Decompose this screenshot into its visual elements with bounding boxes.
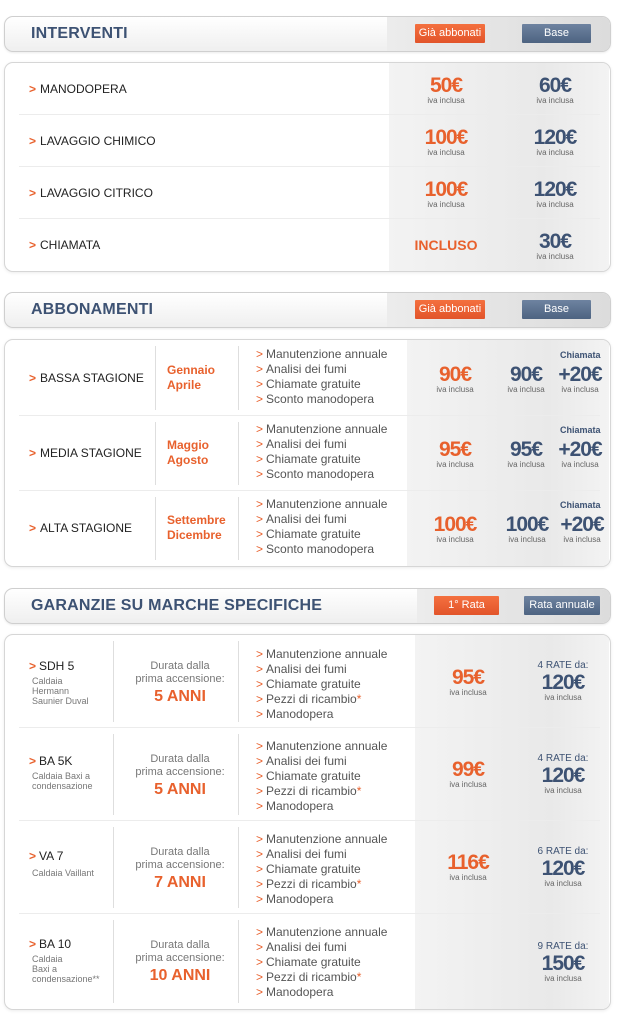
abbonamenti-panel: [4, 339, 611, 567]
table-row: [5, 416, 610, 491]
table-row: [5, 219, 610, 271]
price-base: 90€: [509, 363, 543, 386]
iva-label: iva inclusa: [544, 974, 582, 983]
table-row: [5, 728, 610, 821]
model-name: > BA 10: [29, 937, 72, 951]
garanzie-header: [4, 588, 611, 624]
durata-anni: 10 ANNI: [149, 967, 211, 984]
services-list: > Manutenzione annuale > Analisi dei fumi > Chiamate gratuite > Pezzi di ricambio* > Manodopera: [256, 647, 388, 721]
durata-anni: 5 ANNI: [154, 688, 206, 705]
price-subscribed: 100€: [424, 178, 468, 201]
badge-base[interactable]: Base: [522, 300, 591, 319]
durata-anni: 7 ANNI: [154, 874, 206, 891]
garanzie-panel: [4, 634, 611, 1010]
abbonamenti-title: ABBONAMENTI: [31, 301, 154, 318]
iva-label: iva inclusa: [427, 148, 465, 157]
price-subscribed: 50€: [429, 74, 463, 97]
price-subscribed: 100€: [433, 513, 477, 536]
row-label: > LAVAGGIO CHIMICO: [29, 134, 156, 148]
iva-label: iva inclusa: [507, 460, 545, 469]
column-divider: [238, 422, 239, 485]
price-rata-annuale: 150€: [541, 952, 585, 975]
badge-rata-annuale[interactable]: Rata annuale: [524, 596, 600, 615]
abbonamenti-header: [4, 292, 611, 328]
iva-label: iva inclusa: [561, 385, 599, 394]
badge-gia-abbonati[interactable]: Già abbonati: [415, 24, 485, 43]
price-rata-annuale: 120€: [541, 764, 585, 787]
model-description: Caldaia Hermann Saunier Duval: [32, 676, 89, 706]
price-base: 60€: [538, 74, 572, 97]
price-subscribed: INCLUSO: [414, 237, 478, 253]
price-chiamata: +20€: [558, 363, 602, 386]
price-prima-rata: 95€: [451, 666, 485, 689]
interventi-header: [4, 16, 611, 52]
price-chiamata: +20€: [558, 438, 602, 461]
season-months: Maggio Agosto: [167, 438, 209, 467]
price-prima-rata: 116€: [447, 851, 489, 874]
rate-count: 6 RATE da:: [537, 846, 589, 857]
iva-label: iva inclusa: [563, 535, 601, 544]
row-label: > MEDIA STAGIONE: [29, 446, 142, 460]
iva-label: iva inclusa: [507, 385, 545, 394]
model-name: > SDH 5: [29, 659, 75, 673]
rate-count: 9 RATE da:: [537, 941, 589, 952]
table-row: [5, 914, 610, 1009]
price-rata-annuale: 120€: [541, 857, 585, 880]
iva-label: iva inclusa: [561, 460, 599, 469]
table-row: [5, 635, 610, 728]
column-divider: [238, 827, 239, 908]
column-divider: [113, 827, 114, 908]
services-list: > Manutenzione annuale > Analisi dei fumi > Chiamate gratuite > Pezzi di ricambio* > Manodopera: [256, 925, 388, 999]
model-description: Caldaia Baxi a condensazione: [32, 771, 93, 791]
model-description: Caldaia Baxi a condensazione**: [32, 954, 100, 984]
price-subscribed: 100€: [424, 126, 468, 149]
rate-count: 4 RATE da:: [537, 660, 589, 671]
price-base: 30€: [538, 230, 572, 253]
table-row: [5, 821, 610, 914]
iva-label: iva inclusa: [427, 96, 465, 105]
price-subscribed: 95€: [438, 438, 472, 461]
row-label: > MANODOPERA: [29, 82, 127, 96]
badge-prima-rata[interactable]: 1° Rata: [434, 596, 499, 615]
table-row: [5, 167, 610, 219]
durata-label: Durata dalla prima accensione:: [135, 846, 225, 871]
column-divider: [238, 641, 239, 722]
row-label: > BASSA STAGIONE: [29, 371, 144, 385]
services-list: > Manutenzione annuale > Analisi dei fumi > Chiamate gratuite > Sconto manodopera: [256, 497, 388, 556]
iva-label: iva inclusa: [508, 535, 546, 544]
season-months: Gennaio Aprile: [167, 363, 216, 392]
table-row: [5, 115, 610, 167]
badge-gia-abbonati[interactable]: Già abbonati: [415, 300, 485, 319]
chiamata-label: Chiamata: [560, 350, 601, 360]
iva-label: iva inclusa: [544, 879, 582, 888]
chiamata-label: Chiamata: [560, 425, 601, 435]
durata-label: Durata dalla prima accensione:: [135, 660, 225, 685]
iva-label: iva inclusa: [449, 780, 487, 789]
price-rata-annuale: 120€: [541, 671, 585, 694]
table-row: [5, 491, 610, 566]
row-label: > CHIAMATA: [29, 238, 101, 252]
column-divider: [113, 920, 114, 1003]
iva-label: iva inclusa: [436, 460, 474, 469]
interventi-panel: [4, 62, 611, 272]
durata-anni: 5 ANNI: [154, 781, 206, 798]
price-base: 120€: [533, 178, 577, 201]
model-name: > VA 7: [29, 849, 64, 863]
price-subscribed: 90€: [438, 363, 472, 386]
garanzie-title: GARANZIE SU MARCHE SPECIFICHE: [31, 597, 323, 614]
model-name: > BA 5K: [29, 754, 73, 768]
column-divider: [238, 497, 239, 560]
iva-label: iva inclusa: [427, 200, 465, 209]
column-divider: [238, 734, 239, 815]
row-label: > LAVAGGIO CITRICO: [29, 186, 153, 200]
interventi-title: INTERVENTI: [31, 25, 128, 42]
durata-label: Durata dalla prima accensione:: [135, 939, 225, 964]
services-list: > Manutenzione annuale > Analisi dei fumi > Chiamate gratuite > Pezzi di ricambio* > Manodopera: [256, 832, 388, 906]
season-months: Settembre Dicembre: [167, 513, 226, 542]
iva-label: iva inclusa: [436, 385, 474, 394]
iva-label: iva inclusa: [536, 252, 574, 261]
price-base: 95€: [509, 438, 543, 461]
durata-label: Durata dalla prima accensione:: [135, 753, 225, 778]
rate-count: 4 RATE da:: [537, 753, 589, 764]
table-row: [5, 340, 610, 416]
iva-label: iva inclusa: [449, 688, 487, 697]
iva-label: iva inclusa: [536, 96, 574, 105]
column-divider: [155, 497, 156, 560]
column-divider: [155, 422, 156, 485]
model-description: Caldaia Vaillant: [32, 868, 94, 878]
table-row: [5, 63, 610, 115]
column-divider: [238, 920, 239, 1003]
iva-label: iva inclusa: [536, 200, 574, 209]
row-label: > ALTA STAGIONE: [29, 521, 133, 535]
price-base: 120€: [533, 126, 577, 149]
iva-label: iva inclusa: [536, 148, 574, 157]
price-base: 100€: [505, 513, 549, 536]
iva-label: iva inclusa: [544, 786, 582, 795]
services-list: > Manutenzione annuale > Analisi dei fumi > Chiamate gratuite > Sconto manodopera: [256, 422, 388, 481]
column-divider: [238, 346, 239, 410]
column-divider: [113, 734, 114, 815]
services-list: > Manutenzione annuale > Analisi dei fumi > Chiamate gratuite > Sconto manodopera: [256, 347, 388, 406]
services-list: > Manutenzione annuale > Analisi dei fumi > Chiamate gratuite > Pezzi di ricambio* > Manodopera: [256, 739, 388, 813]
chiamata-label: Chiamata: [560, 500, 601, 510]
badge-base[interactable]: Base: [522, 24, 591, 43]
iva-label: iva inclusa: [544, 693, 582, 702]
iva-label: iva inclusa: [436, 535, 474, 544]
column-divider: [113, 641, 114, 722]
column-divider: [155, 346, 156, 410]
iva-label: iva inclusa: [449, 873, 487, 882]
price-chiamata: +20€: [560, 513, 604, 536]
price-prima-rata: 99€: [451, 758, 485, 781]
